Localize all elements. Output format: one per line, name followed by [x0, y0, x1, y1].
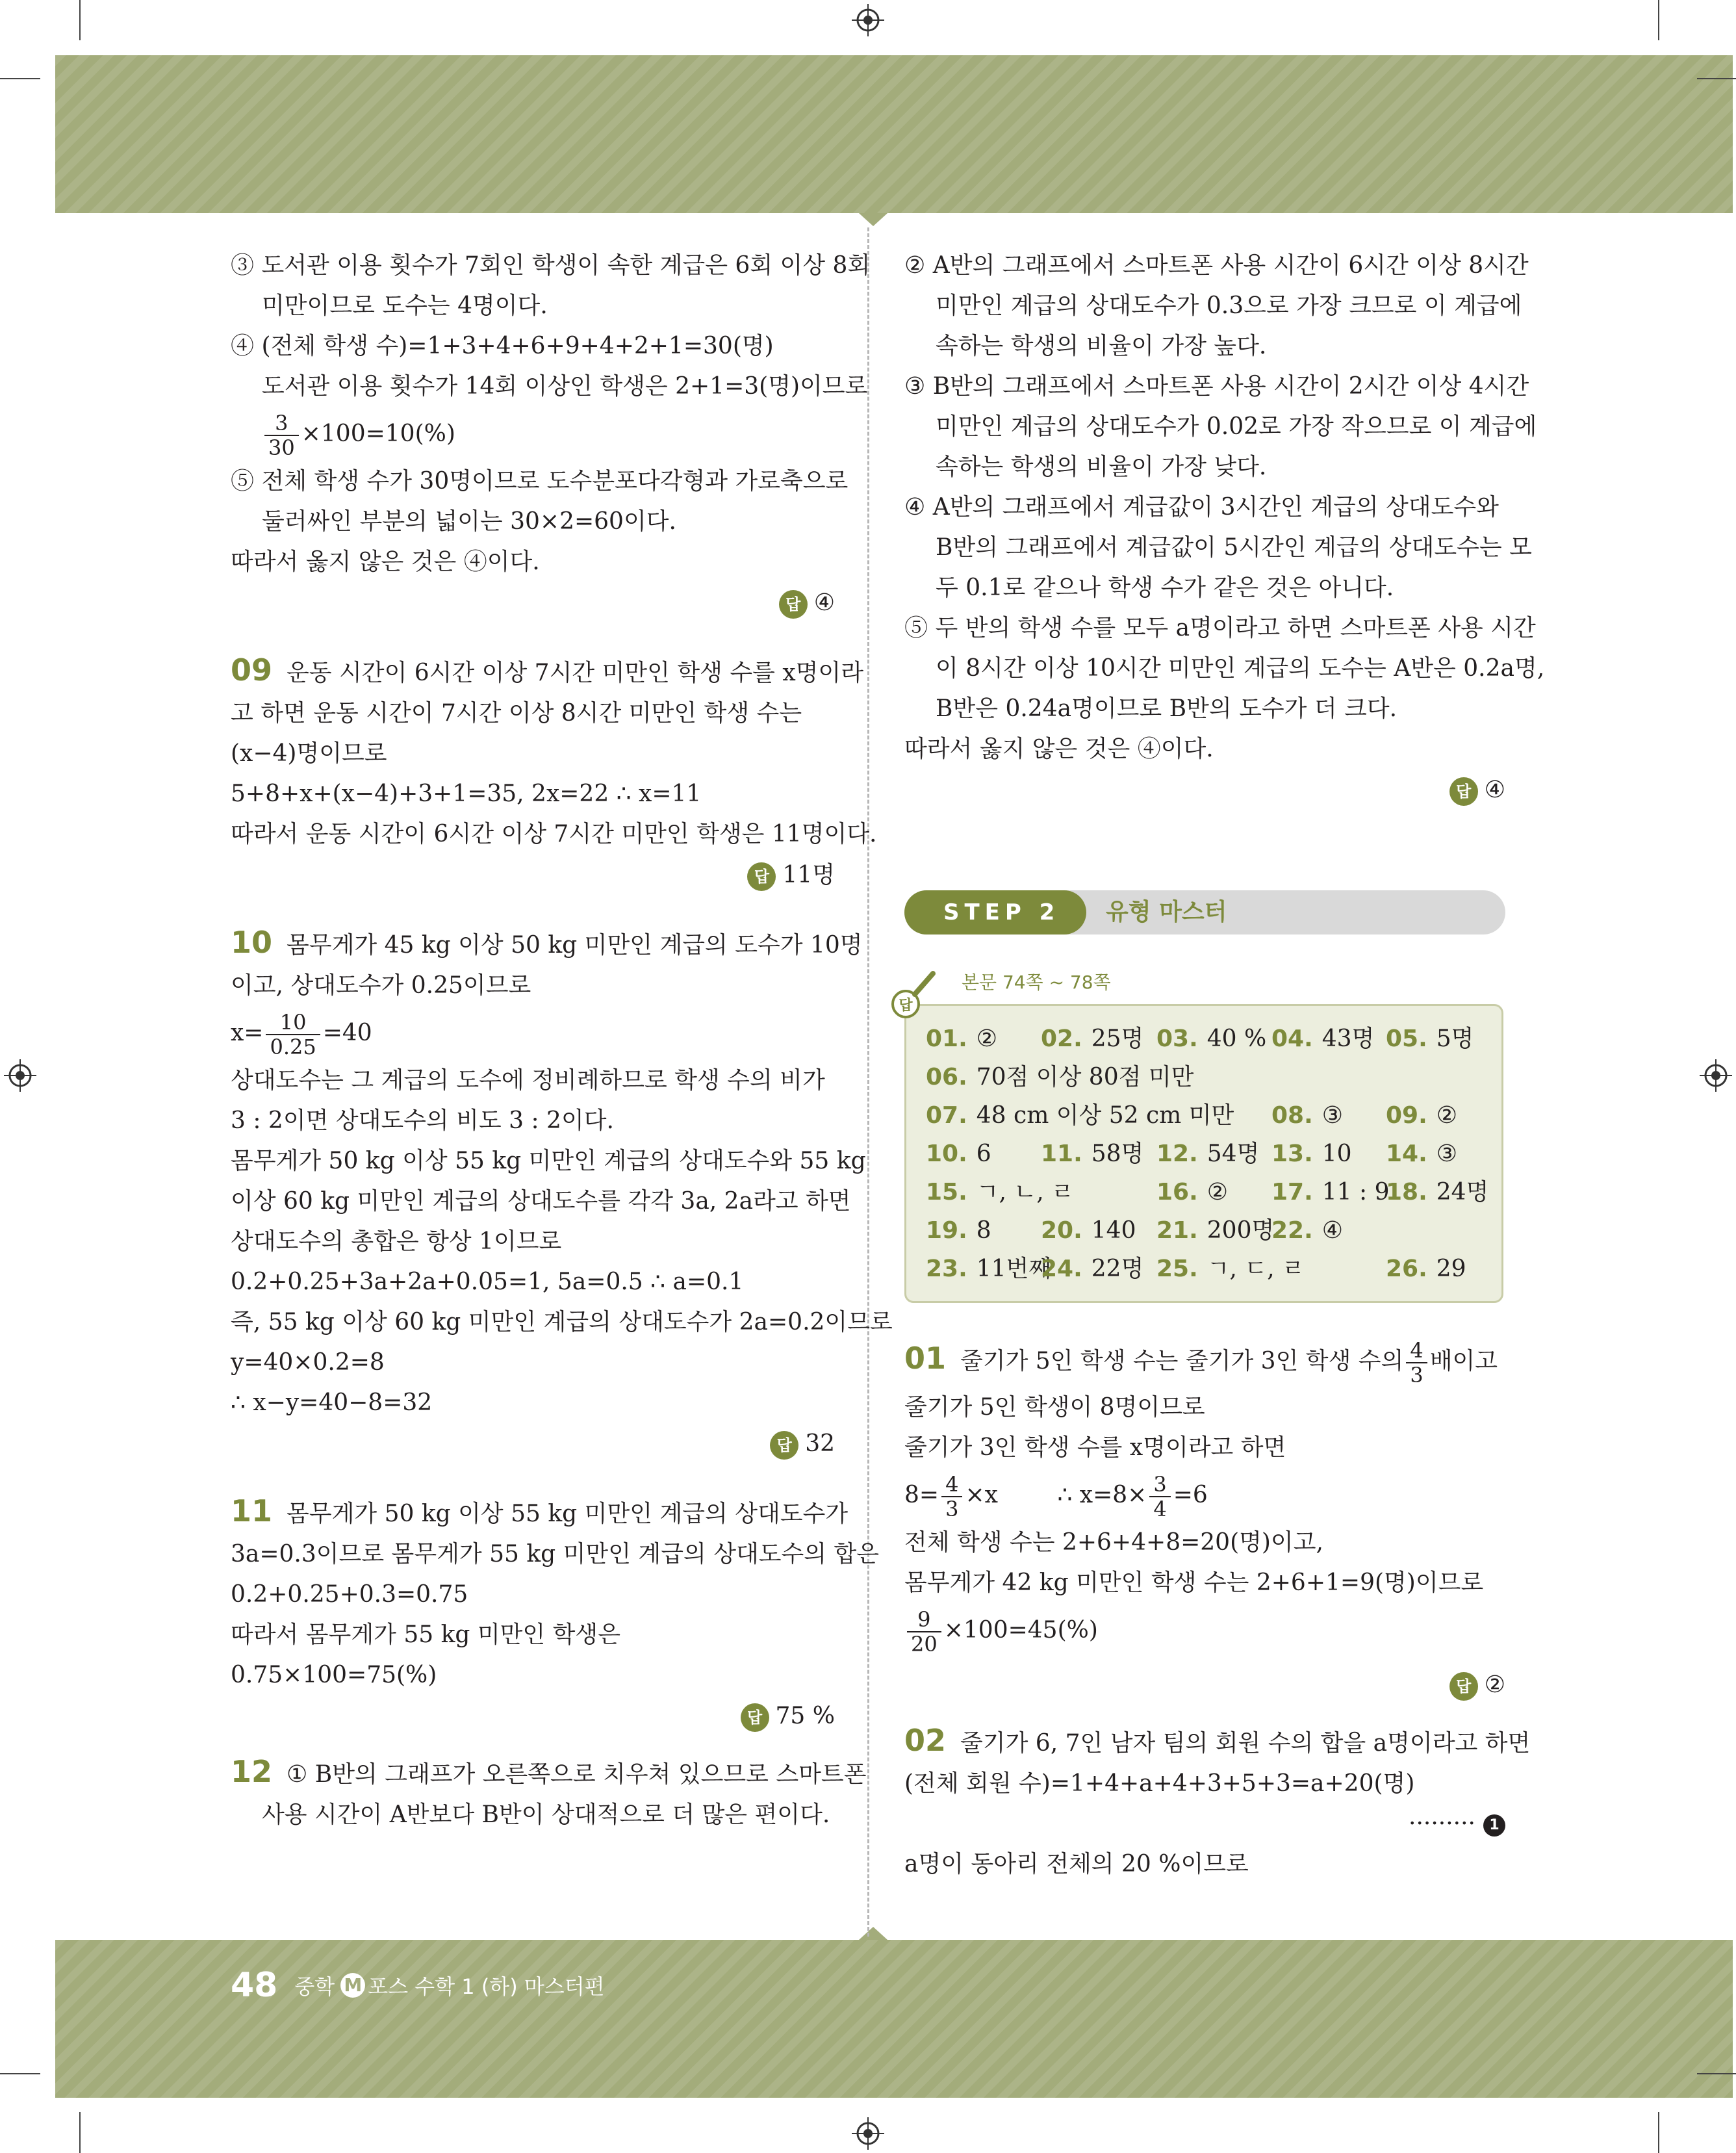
- answer-key-value: ③: [1321, 1102, 1344, 1129]
- denominator: 20: [911, 1632, 938, 1657]
- answer-key-item: [1041, 1250, 1143, 1288]
- numerator: 4: [941, 1473, 962, 1497]
- answer-key-number: 25.: [1156, 1256, 1198, 1282]
- numerator: 9: [907, 1608, 941, 1632]
- q08-line: ③ 도서관 이용 횟수가 7회인 학생이 속한 계급은 6회 이상 8회: [231, 252, 871, 279]
- numerator: 10: [266, 1011, 320, 1035]
- answer-key-number: 26.: [1386, 1256, 1427, 1282]
- q01-line: 줄기가 5인 학생이 8명이므로: [904, 1394, 1205, 1421]
- right-column-lower: [904, 1332, 1531, 1885]
- registration-mark-icon: [852, 4, 884, 36]
- q08-line: 따라서 옳지 않은 것은 ④이다.: [231, 548, 540, 575]
- q08-line: 둘러싸인 부분의 넓이는 30×2=60이다.: [262, 508, 676, 535]
- fraction: [941, 1473, 962, 1521]
- answer-key-number: 16.: [1156, 1179, 1198, 1205]
- q08-fraction-line: [231, 407, 835, 461]
- q12-line: 속하는 학생의 비율이 가장 낮다.: [936, 454, 1267, 480]
- q01-fraction-line: [904, 1603, 1505, 1658]
- answer-key-number: 06.: [926, 1064, 967, 1090]
- answer-key-value: 58명: [1091, 1141, 1144, 1167]
- q12-line: 사용 시간이 A반보다 B반이 상대적으로 더 많은 편이다.: [262, 1801, 830, 1828]
- answer-value: 11명: [782, 862, 835, 888]
- answer-key-item: [926, 1250, 1051, 1288]
- q11-line: 따라서 몸무게가 55 kg 미만인 학생은: [231, 1621, 620, 1648]
- q12-line: ⑤ 두 반의 학생 수를 모두 a명이라고 하면 스마트폰 사용 시간: [904, 615, 1536, 641]
- answer-key-value: 200명: [1206, 1217, 1275, 1244]
- answer-key-value: ③: [1436, 1141, 1458, 1167]
- answer-line: [904, 769, 1505, 811]
- answer-key-value: 11번째: [976, 1256, 1052, 1282]
- footer-band: [55, 1940, 1733, 2098]
- answer-line: [231, 1695, 835, 1737]
- answer-key-item: [1041, 1020, 1143, 1058]
- q12-line: 속하는 학생의 비율이 가장 높다.: [936, 333, 1267, 359]
- step-label: STEP 2: [943, 899, 1060, 925]
- answer-key-value: 48 cm 이상 52 cm 미만: [976, 1102, 1234, 1129]
- equation-text: =6: [1173, 1482, 1208, 1508]
- q10-line: y=40×0.2=8: [231, 1349, 385, 1376]
- q09-line: [231, 650, 863, 693]
- q09-line: 따라서 운동 시간이 6시간 이상 7시간 미만인 학생은 11명이다.: [231, 821, 877, 847]
- m-logo-icon: M: [340, 1973, 365, 1998]
- answer-key-value: 140: [1091, 1217, 1136, 1244]
- registration-mark-icon: [4, 1059, 36, 1092]
- answer-key-number: 18.: [1386, 1179, 1427, 1205]
- question-number: 02: [904, 1723, 947, 1758]
- right-column: [904, 246, 1545, 811]
- answer-key-number: 17.: [1271, 1179, 1313, 1205]
- question-number: 11: [231, 1493, 273, 1528]
- answer-key-number: 08.: [1271, 1102, 1313, 1129]
- answer-key-item: [926, 1135, 991, 1173]
- q10-line: 상대도수는 그 계급의 도수에 정비례하므로 학생 수의 비가: [231, 1067, 825, 1094]
- q08-line: 미만이므로 도수는 4명이다.: [262, 292, 548, 319]
- crop-mark: [0, 2073, 40, 2074]
- q10-text: 몸무게가 45 kg 이상 50 kg 미만인 계급의 도수가 10명: [287, 932, 863, 959]
- answer-key-number: 02.: [1041, 1025, 1082, 1052]
- answer-key-item: [1386, 1020, 1474, 1058]
- crop-mark: [79, 0, 81, 40]
- q12-line: ② A반의 그래프에서 스마트폰 사용 시간이 6시간 이상 8시간: [904, 252, 1529, 279]
- q02-text: 줄기가 6, 7인 남자 팀의 회원 수의 합을 a명이라고 하면: [960, 1730, 1531, 1757]
- equation-text: ×x ∴ x=8×: [965, 1482, 1147, 1508]
- q02-line: a명이 동아리 전체의 20 %이므로: [904, 1851, 1249, 1877]
- q09-line: 5+8+x+(x−4)+3+1=35, 2x=22 ∴ x=11: [231, 780, 702, 807]
- answer-key-value: ②: [1206, 1179, 1229, 1205]
- numerator: 4: [1406, 1339, 1427, 1363]
- q11-line: 0.2+0.25+0.3=0.75: [231, 1581, 468, 1608]
- answer-key-item: [926, 1174, 1074, 1211]
- q10-line: 이고, 상대도수가 0.25이므로: [231, 972, 531, 999]
- answer-key-item: [1271, 1212, 1343, 1250]
- step-marker: 1: [1483, 1814, 1505, 1837]
- answer-key-number: 04.: [1271, 1025, 1313, 1052]
- page-number: 48: [231, 1966, 278, 2005]
- answer-key-value: 10: [1321, 1141, 1352, 1167]
- q10-line: [231, 922, 863, 966]
- answer-key-number: 11.: [1041, 1141, 1082, 1167]
- q01-fraction-line: [904, 1468, 1505, 1523]
- answer-key-item: [1156, 1174, 1228, 1211]
- answer-key-item: [1386, 1135, 1457, 1173]
- answer-key-value: 5명: [1436, 1025, 1474, 1052]
- answer-key-value: 70점 이상 80점 미만: [976, 1064, 1194, 1090]
- q08-line: 도서관 이용 횟수가 14회 이상인 학생은 2+1=3(명)이므로: [262, 373, 868, 400]
- answer-key-value: 22명: [1091, 1256, 1144, 1282]
- question-number: 12: [231, 1754, 273, 1789]
- answer-key-value: ②: [976, 1025, 998, 1052]
- answer-key-value: 25명: [1091, 1025, 1144, 1052]
- answer-key-number: 12.: [1156, 1141, 1198, 1167]
- q02-line: [904, 1720, 1531, 1764]
- q08-line: ⑤ 전체 학생 수가 30명이므로 도수분포다각형과 가로축으로: [231, 468, 849, 495]
- registration-mark-icon: [852, 2117, 884, 2150]
- header-band: [55, 55, 1733, 213]
- question-number: 10: [231, 925, 273, 960]
- denominator: 3: [945, 1497, 959, 1521]
- q10-line: 상대도수의 총합은 항상 1이므로: [231, 1228, 562, 1255]
- book-prefix: 중학: [294, 1974, 335, 1999]
- answer-key-item: [1386, 1097, 1457, 1135]
- denominator: 4: [1153, 1497, 1167, 1521]
- footer-notch: [859, 1927, 887, 1940]
- page-footer: [231, 1966, 605, 2005]
- answer-key-item: [1156, 1250, 1305, 1288]
- q10-line: 몸무게가 50 kg 이상 55 kg 미만인 계급의 상대도수와 55 kg: [231, 1148, 866, 1174]
- step-banner: [904, 890, 1505, 935]
- denominator: 3: [1410, 1363, 1423, 1387]
- answer-key-item: [926, 1097, 1234, 1135]
- answer-key-number: 03.: [1156, 1025, 1198, 1052]
- answer-badge: 답: [747, 862, 776, 891]
- q10-line: ∴ x−y=40−8=32: [231, 1389, 433, 1416]
- numerator: 3: [264, 411, 299, 436]
- q11-line: 3a=0.3이므로 몸무게가 55 kg 미만인 계급의 상대도수의 합은: [231, 1541, 880, 1567]
- q12-line: 미만인 계급의 상대도수가 0.02로 가장 작으므로 이 계급에: [936, 413, 1537, 440]
- answer-key-number: 22.: [1271, 1217, 1313, 1244]
- q02-line: (전체 회원 수)=1+4+a+4+3+5+3=a+20(명): [904, 1770, 1415, 1797]
- crop-mark: [0, 78, 40, 79]
- leader-dots: ·········: [1409, 1811, 1475, 1837]
- step-pill: [904, 890, 1086, 935]
- answer-key-number: 09.: [1386, 1102, 1427, 1129]
- answer-key-value: ㄱ, ㄴ, ㄹ: [976, 1179, 1074, 1205]
- answer-key-value: ㄱ, ㄷ, ㄹ: [1206, 1256, 1305, 1282]
- answer-key-number: 07.: [926, 1102, 967, 1129]
- fraction: [1406, 1339, 1427, 1387]
- answer-key-item: [1041, 1135, 1143, 1173]
- answer-key-value: 8: [976, 1217, 991, 1244]
- answer-key-number: 10.: [926, 1141, 967, 1167]
- header-notch: [859, 213, 887, 226]
- answer-key-number: 01.: [926, 1025, 967, 1052]
- q01-line: 전체 학생 수는 2+6+4+8=20(명)이고,: [904, 1529, 1323, 1556]
- answer-key-number: 24.: [1041, 1256, 1082, 1282]
- answer-key-value: 43명: [1321, 1025, 1375, 1052]
- q12-line: ③ B반의 그래프에서 스마트폰 사용 시간이 2시간 이상 4시간: [904, 373, 1529, 400]
- answer-key-value: 24명: [1436, 1179, 1489, 1205]
- q09-line: (x−4)명이므로: [231, 740, 387, 767]
- pencil-answer-icon: [891, 968, 937, 1020]
- equation-text: 8=: [904, 1482, 939, 1508]
- q01-text: 줄기가 5인 학생 수는 줄기가 3인 학생 수의: [960, 1348, 1404, 1374]
- crop-mark: [79, 2112, 81, 2153]
- answer-key-item: [1386, 1250, 1466, 1288]
- step-title: 유형 마스터: [1106, 899, 1227, 925]
- answer-key-item: [1271, 1020, 1374, 1058]
- q01-line: 줄기가 3인 학생 수를 x명이라고 하면: [904, 1434, 1286, 1461]
- answer-key-value: 40 %: [1206, 1025, 1267, 1052]
- answer-line: [904, 1664, 1505, 1706]
- q12-line: [231, 1751, 867, 1795]
- answer-key-item: [926, 1020, 997, 1058]
- q12-line: B반의 그래프에서 계급값이 5시간인 계급의 상대도수는 모: [936, 534, 1532, 561]
- q02-marker-line: [904, 1804, 1505, 1844]
- crop-mark: [1658, 0, 1659, 40]
- q09-line: 고 하면 운동 시간이 7시간 이상 8시간 미만인 학생 수는: [231, 700, 802, 727]
- answer-key-item: [1156, 1020, 1266, 1058]
- answer-key-number: 14.: [1386, 1141, 1427, 1167]
- q12-line: 미만인 계급의 상대도수가 0.3으로 가장 크므로 이 계급에: [936, 292, 1522, 319]
- crop-mark: [1658, 2112, 1659, 2153]
- fraction: [266, 1011, 320, 1059]
- equation-text: ×100=45(%): [943, 1617, 1098, 1644]
- fraction: [1149, 1473, 1170, 1521]
- answer-line: [231, 1423, 835, 1465]
- q12-line: B반은 0.24a명이므로 B반의 도수가 더 크다.: [936, 695, 1398, 722]
- equation-text: x=: [231, 1020, 264, 1046]
- q01-line: [904, 1332, 1505, 1387]
- denominator: 0.25: [270, 1035, 316, 1059]
- answer-badge: 답: [770, 1431, 798, 1460]
- q12-line: ④ A반의 그래프에서 계급값이 3시간인 계급의 상대도수와: [904, 494, 1499, 521]
- q08-line: ④ (전체 학생 수)=1+3+4+6+9+4+2+1=30(명): [231, 333, 774, 359]
- answer-key-number: 15.: [926, 1179, 967, 1205]
- answer-key-item: [1271, 1097, 1343, 1135]
- equation-text: ×100=10(%): [301, 420, 455, 447]
- answer-key-number: 19.: [926, 1217, 967, 1244]
- answer-key-value: 29: [1436, 1256, 1466, 1282]
- answer-key-value: 54명: [1206, 1141, 1260, 1167]
- q12-line: 두 0.1로 같으나 학생 수가 같은 것은 아니다.: [936, 574, 1394, 601]
- answer-badge: 답: [1449, 777, 1478, 806]
- svg-text:답: 답: [899, 998, 913, 1014]
- answer-badge: 답: [1449, 1672, 1478, 1701]
- answer-key-number: 23.: [926, 1256, 967, 1282]
- answer-key-item: [1156, 1212, 1274, 1250]
- answer-key-number: 21.: [1156, 1217, 1198, 1244]
- q11-line: 0.75×100=75(%): [231, 1662, 437, 1688]
- answer-badge: 답: [741, 1703, 769, 1732]
- q11-line: [231, 1491, 849, 1534]
- answer-value: ②: [1484, 1671, 1505, 1698]
- answer-key-value: ②: [1436, 1102, 1458, 1129]
- answer-line: [231, 855, 835, 896]
- answer-value: ④: [813, 589, 835, 616]
- q01-line: 몸무게가 42 kg 미만인 학생 수는 2+6+1=9(명)이므로: [904, 1569, 1484, 1596]
- answer-key-value: ④: [1321, 1217, 1344, 1244]
- answer-key-item: [1156, 1135, 1259, 1173]
- q10-fraction-line: [231, 1006, 835, 1061]
- answer-key-item: [926, 1212, 991, 1250]
- answer-key-value: 6: [976, 1141, 991, 1167]
- answer-key-item: [1041, 1212, 1136, 1250]
- q12-line: 따라서 옳지 않은 것은 ④이다.: [904, 736, 1214, 762]
- q12-text: ① B반의 그래프가 오른쪽으로 치우쳐 있으므로 스마트폰: [287, 1761, 867, 1788]
- fraction: [907, 1608, 941, 1656]
- answer-key-item: [926, 1059, 1194, 1096]
- answer-value: ④: [1484, 777, 1505, 803]
- answer-line: [231, 582, 835, 624]
- crop-mark: [1697, 2073, 1736, 2074]
- answer-key-number: 20.: [1041, 1217, 1082, 1244]
- denominator: 30: [268, 435, 295, 460]
- q10-line: 3 : 2이면 상대도수의 비도 3 : 2이다.: [231, 1107, 614, 1134]
- q01-text: 배이고: [1429, 1348, 1498, 1374]
- answer-key-value: 11 : 9: [1321, 1179, 1390, 1205]
- numerator: 3: [1149, 1473, 1170, 1497]
- q10-line: 0.2+0.25+3a+2a+0.05=1, 5a=0.5 ∴ a=0.1: [231, 1269, 744, 1295]
- fraction: [264, 411, 299, 459]
- equation-text: =40: [322, 1020, 372, 1046]
- answer-key-number: 13.: [1271, 1141, 1313, 1167]
- question-number: 01: [904, 1341, 947, 1376]
- crop-mark: [1697, 78, 1736, 79]
- book-title: 포스 수학 1 (하) 마스터편: [368, 1974, 605, 1999]
- q09-text: 운동 시간이 6시간 이상 7시간 미만인 학생 수를 x명이라: [287, 660, 863, 686]
- q11-text: 몸무게가 50 kg 이상 55 kg 미만인 계급의 상대도수가: [287, 1501, 849, 1527]
- answer-key-item: [1386, 1174, 1488, 1211]
- answer-key-item: [1271, 1174, 1390, 1211]
- answer-key-number: 05.: [1386, 1025, 1427, 1052]
- page-reference: 본문 74쪽 ~ 78쪽: [962, 972, 1111, 993]
- answer-key-item: [1271, 1135, 1352, 1173]
- q10-line: 이상 60 kg 미만인 계급의 상대도수를 각각 3a, 2a라고 하면: [231, 1188, 851, 1215]
- left-column: [231, 246, 893, 1835]
- answer-value: 32: [805, 1430, 835, 1457]
- column-divider: [867, 227, 869, 1937]
- registration-mark-icon: [1700, 1059, 1732, 1092]
- answer-value: 75 %: [775, 1703, 835, 1729]
- q12-line: 이 8시간 이상 10시간 미만인 계급의 도수는 A반은 0.2a명,: [936, 655, 1545, 682]
- q10-line: 즉, 55 kg 이상 60 kg 미만인 계급의 상대도수가 2a=0.2이므로: [231, 1309, 893, 1335]
- question-number: 09: [231, 652, 273, 688]
- answer-badge: 답: [779, 590, 808, 619]
